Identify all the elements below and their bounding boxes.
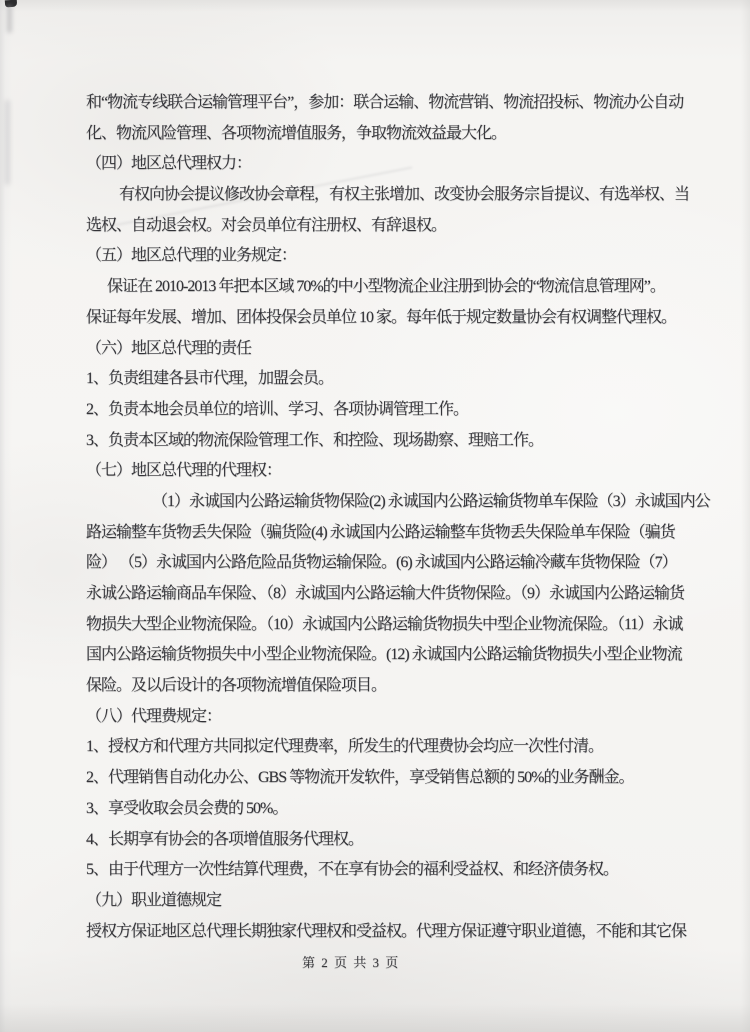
scan-bottom-edge-shade bbox=[0, 1004, 750, 1032]
document-line: 有权向协会提议修改协会章程，有权主张增加、改变协会服务宗旨提议、有选举权、当 bbox=[119, 186, 690, 204]
document-line: （七）地区总代理的代理权： bbox=[86, 462, 282, 480]
document-line: 物损失大型企业物流保险。（10）永诚国内公路运输货物损失中型企业物流保险。（11）永诚 bbox=[86, 615, 683, 633]
scan-left-smudge bbox=[5, 100, 10, 185]
page-number: 第 2 页 共 3 页 bbox=[302, 955, 400, 970]
document-line: （五）地区总代理的业务规定： bbox=[86, 247, 297, 265]
document-line: 选权、自动退会权。对会员单位有注册权、有辞退权。 bbox=[86, 216, 447, 234]
document-line: （九）职业道德规定 bbox=[86, 891, 222, 909]
document-line: 1、负责组建各县市代理，加盟会员。 bbox=[86, 370, 334, 388]
document-line: 2、负责本地会员单位的培训、学习、各项协调管理工作。 bbox=[86, 400, 469, 418]
document-line: 1、授权方和代理方共同拟定代理费率，所发生的代理费协会均应一次性付清。 bbox=[86, 738, 604, 756]
document-line: （1）永诚国内公路运输货物保险(2) 永诚国内公路运输货物单车保险（3）永诚国内公 bbox=[152, 492, 710, 510]
document-line: 和“物流专线联合运输管理平台”，参加：联合运输、物流营销、物流招投标、物流办公自动 bbox=[86, 94, 684, 111]
document-line: 3、享受收取会员会费的 50%。 bbox=[86, 799, 288, 817]
document-line: 保证在 2010-2013 年把本区域 70%的中小型物流企业注册到协会的“物流信息管理网”。 bbox=[107, 278, 665, 296]
document-line: 2、代理销售自动化办公、GBS 等物流开发软件，享受销售总额的 50%的业务酬金。 bbox=[86, 769, 634, 787]
document-line: 3、负责本区域的物流保险管理工作、和控险、现场勘察、理赔工作。 bbox=[86, 431, 544, 449]
document-line: 永诚公路运输商品车保险、（8）永诚国内公路运输大件货物保险。（9）永诚国内公路运输货 bbox=[86, 585, 685, 602]
document-line: 险） （5）永诚国内公路危险品货物运输保险。(6) 永诚国内公路运输冷藏车货物保险（7） bbox=[86, 554, 677, 572]
document-line: 授权方保证地区总代理长期独家代理权和受益权。代理方保证遵守职业道德，不能和其它保 bbox=[86, 922, 687, 940]
document-line: 路运输整车货物丢失保险（骗货险(4) 永诚国内公路运输整车货物丢失保险单车保险（骗货 bbox=[86, 523, 675, 541]
document-body bbox=[86, 88, 710, 947]
document-line: （八）代理费规定： bbox=[86, 707, 222, 725]
scan-corner-streak bbox=[7, 5, 12, 33]
scan-right-edge-shade bbox=[741, 0, 750, 1032]
document-line: 保险。及以后设计的各项物流增值保险项目。 bbox=[86, 677, 387, 695]
document-line: 化、物流风险管理、各项物流增值服务，争取物流效益最大化。 bbox=[86, 124, 507, 142]
document-line: （四）地区总代理权力： bbox=[86, 155, 252, 173]
document-line: （六）地区总代理的责任 bbox=[86, 339, 252, 357]
scan-top-edge-shade bbox=[0, 0, 750, 12]
document-line: 国内公路运输货物损失中小型企业物流保险。(12) 永诚国内公路运输货物损失小型企业物流 bbox=[86, 646, 682, 664]
document-line: 5、由于代理方一次性结算代理费，不在享有协会的福利受益权、和经济债务权。 bbox=[86, 861, 619, 879]
document-line: 保证每年发展、增加、团体投保会员单位 10 家。每年低于规定数量协会有权调整代理权。 bbox=[86, 308, 677, 326]
document-line: 4、长期享有协会的各项增值服务代理权。 bbox=[86, 830, 364, 848]
